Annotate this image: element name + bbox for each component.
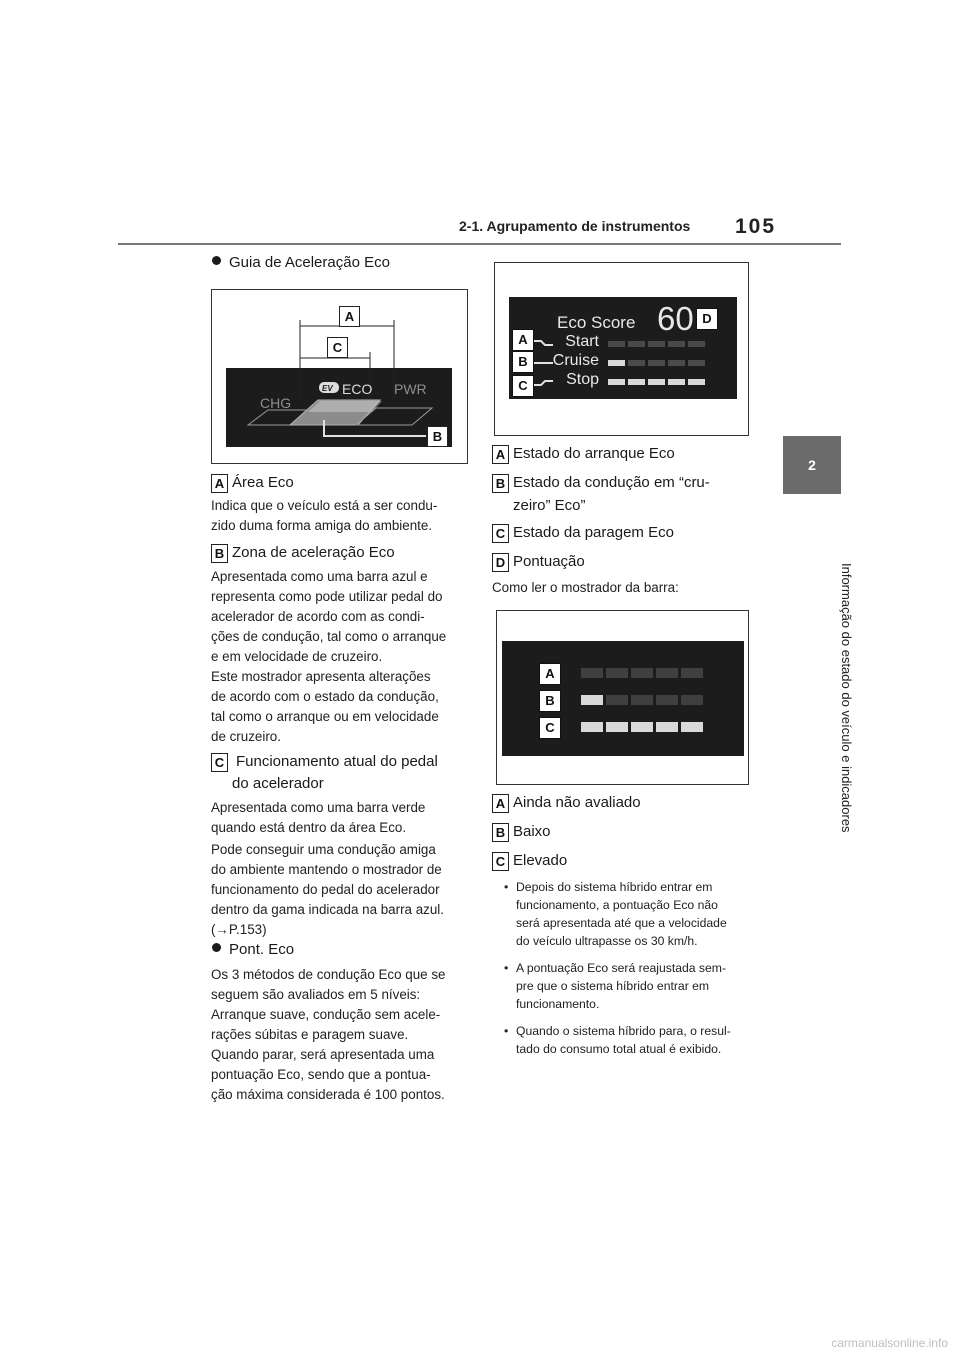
figure-eco-accel-guide xyxy=(211,289,468,464)
level-segment xyxy=(581,668,603,678)
notes-list xyxy=(494,878,754,1067)
level-segment xyxy=(631,722,653,732)
page-reference-link[interactable]: (→P.153) xyxy=(211,922,267,937)
footer-watermark: carmanualsonline.info xyxy=(831,1336,948,1350)
item-eco-stop: C Estado da paragem Eco xyxy=(492,521,674,545)
item-eco-area: A Área Eco xyxy=(211,471,294,495)
level-segment xyxy=(656,695,678,705)
level-segment xyxy=(631,695,653,705)
bar-row-b xyxy=(581,695,703,705)
bullet-eco-accel-guide: Guia de Aceleração Eco xyxy=(212,254,390,271)
figure-tag-a: A xyxy=(512,329,534,351)
figure-tag-c: C xyxy=(327,337,348,358)
item-pedal-operation-line2: do acelerador xyxy=(232,775,324,792)
figure-tag-c: C xyxy=(539,717,561,739)
svg-text:EV: EV xyxy=(322,384,333,393)
svg-text:PWR: PWR xyxy=(394,381,427,397)
note-item: • Depois do sistema híbrido entrar em funcionamento, a pontuação Eco não será apresentada até que a velocidade do veículo ultrapasse os 30 km/h. xyxy=(504,878,754,950)
level-segment xyxy=(681,695,703,705)
section-title: 2-1. Agrupamento de instrumentos xyxy=(459,218,691,234)
item-low: B Baixo xyxy=(492,820,551,844)
chapter-title-vertical: Informação do estado do veículo e indicadores xyxy=(839,563,854,833)
para-eco-driving: Pode conseguir uma condução amiga do ambiente mantendo o mostrador de funcionamento do pedal do acelerador dentro da gama indicada na barra azul. (→P.153) xyxy=(211,840,481,940)
header-rule xyxy=(118,243,841,245)
item-eco-cruise: B Estado da condução em “cru- xyxy=(492,471,710,495)
level-segment xyxy=(581,695,603,705)
how-to-read: Como ler o mostrador da barra: xyxy=(492,580,679,595)
item-eco-cruise-line2: zeiro” Eco” xyxy=(513,497,586,514)
para-eco-accel-zone: Apresentada como uma barra azul e representa como pode utilizar pedal do acelerador de acordo com as condi- ções de condução, tal como o arranque e em velocidade de cruzeiro. xyxy=(211,569,447,664)
figure-tag-b: B xyxy=(427,426,448,447)
note-item: • A pontuação Eco será reajustada sem- pre que o sistema híbrido entrar em funcionamento. xyxy=(504,959,754,1013)
item-pedal-operation: C Funcionamento atual do pedal xyxy=(211,750,438,774)
chapter-tab[interactable] xyxy=(783,436,841,494)
bar-row-a xyxy=(581,668,703,678)
figure-tag-c: C xyxy=(512,375,534,397)
level-segment xyxy=(606,695,628,705)
item-score: D Pontuação xyxy=(492,550,585,574)
para-eco-area: Indica que o veículo está a ser condu- zido duma forma amiga do ambiente. xyxy=(211,498,438,533)
figure-tag-a: A xyxy=(539,663,561,685)
para-display-changes: Este mostrador apresenta alterações de acordo com o estado da condução, tal como o arranque ou em velocidade de cruzeiro. xyxy=(211,669,439,744)
level-segment xyxy=(656,668,678,678)
para-pedal-operation: Apresentada como uma barra verde quando está dentro da área Eco. xyxy=(211,800,426,835)
bullet-dot-icon xyxy=(212,256,221,265)
eco-score-value: 60 xyxy=(657,300,694,337)
level-segment xyxy=(581,722,603,732)
item-eco-accel-zone: B Zona de aceleração Eco xyxy=(211,541,395,565)
row-label-cruise: Cruise xyxy=(552,352,599,369)
svg-text:ECO: ECO xyxy=(342,381,373,397)
item-not-evaluated: A Ainda não avaliado xyxy=(492,791,641,815)
level-segment xyxy=(681,722,703,732)
level-segment xyxy=(606,722,628,732)
svg-text:CHG: CHG xyxy=(260,395,292,411)
figure-tag-b: B xyxy=(512,351,534,373)
para-eco-score: Os 3 métodos de condução Eco que se seguem são avaliados em 5 níveis: Arranque suave, condução sem acele- rações súbitas e paragem suave. Quando parar, será apresentada uma pontuação Eco, sendo que a pontua- ção máxima considerada é 100 pontos. xyxy=(211,967,446,1102)
figure-tag-d: D xyxy=(696,308,718,330)
row-label-stop: Stop xyxy=(566,371,599,388)
item-eco-start: A Estado do arranque Eco xyxy=(492,442,675,466)
figure-tag-a: A xyxy=(339,306,360,327)
level-segment xyxy=(656,722,678,732)
level-segment xyxy=(681,668,703,678)
item-high: C Elevado xyxy=(492,849,567,873)
figure-bar-display xyxy=(496,610,749,785)
bullet-eco-score: Pont. Eco xyxy=(212,941,294,958)
note-item: • Quando o sistema híbrido para, o resul- tado do consumo total atual é exibido. xyxy=(504,1022,754,1058)
chapter-number: 2 xyxy=(808,457,816,473)
bar-row-c xyxy=(581,722,703,732)
level-segment xyxy=(606,668,628,678)
row-label-start: Start xyxy=(565,333,599,350)
eco-score-title: Eco Score xyxy=(557,313,636,332)
figure-eco-score xyxy=(494,262,749,436)
bullet-dot-icon xyxy=(212,943,221,952)
page-number: 105 xyxy=(735,215,777,238)
figure-tag-b: B xyxy=(539,690,561,712)
level-segment xyxy=(631,668,653,678)
